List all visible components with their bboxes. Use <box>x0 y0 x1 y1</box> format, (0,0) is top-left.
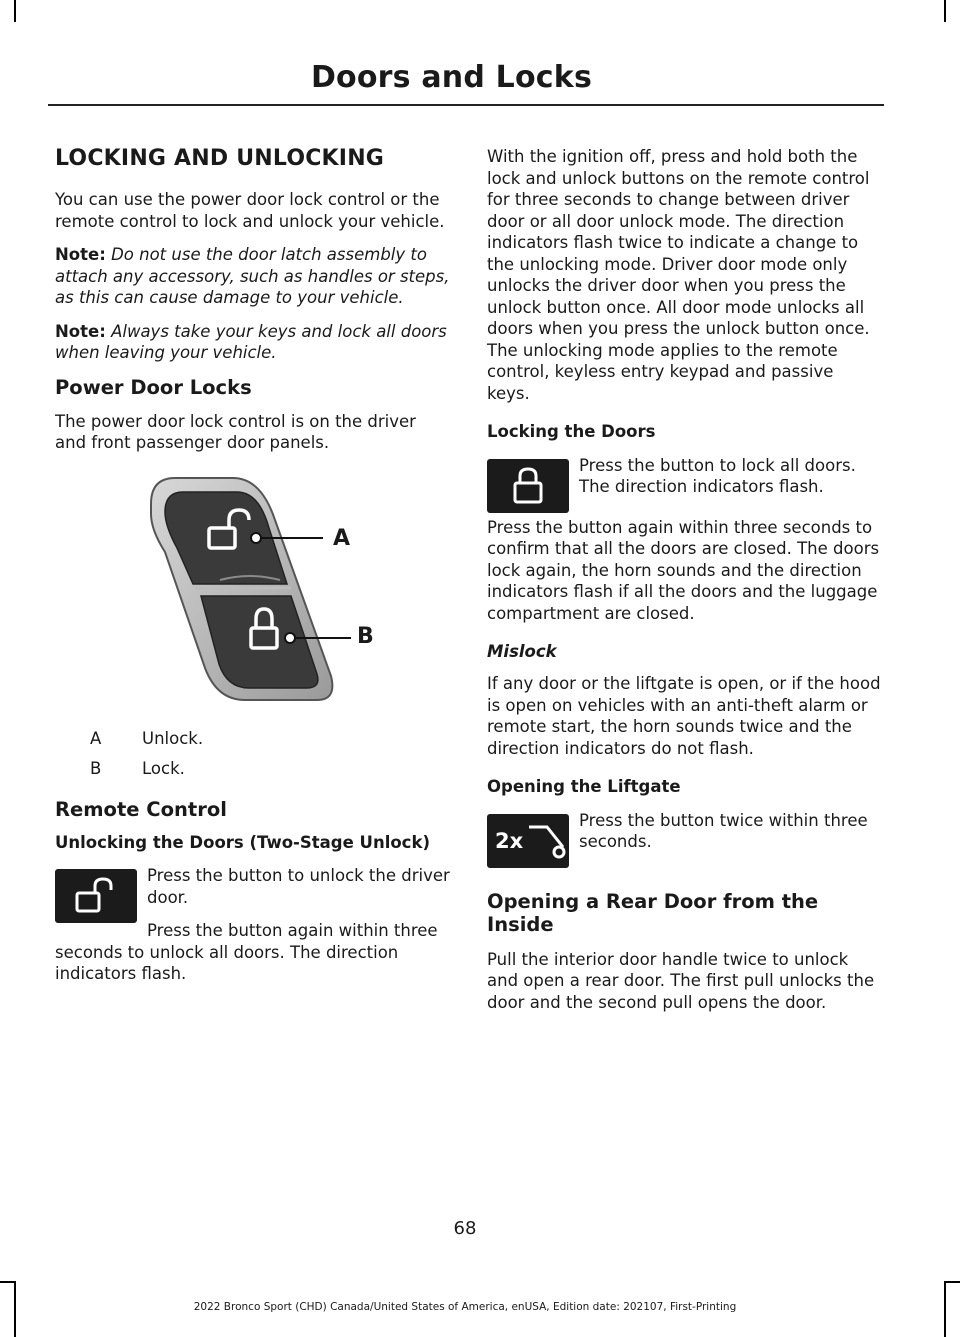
unlocking-heading: Unlocking the Doors (Two-Stage Unlock) <box>55 832 430 852</box>
locking-heading: Locking the Doors <box>487 422 656 441</box>
page-header-title: Doors and Locks <box>310 60 592 95</box>
mislock-heading: Mislock <box>487 642 557 662</box>
callout-key: A <box>90 728 102 748</box>
page-number: 68 <box>453 1218 477 1239</box>
unlock-icon <box>55 869 137 923</box>
note-text: Always take your keys and lock all doors when leaving your vehicle. <box>55 321 447 362</box>
figure-label-b: B <box>357 623 374 649</box>
liftgate-icon <box>487 814 569 868</box>
callout-list <box>55 728 451 780</box>
callout-text: Lock. <box>142 759 185 778</box>
note-2 <box>55 321 451 364</box>
unlock-mode-paragraph: With the ignition off, press and hold both the lock and unlock buttons on the remote control for three seconds to change between driver door or all door unlock mode. The direction indicators flash twice to indicate a change to the unlocking mode. Driver door mode only unlocks the driver door when you press the unlock button once. All door mode unlocks all doors when you press the unlock button once. The unlocking mode applies to the remote control, keyless entry keypad and passive keys. <box>487 147 870 403</box>
liftgate-heading: Opening the Liftgate <box>487 777 681 797</box>
note-label: Note: <box>55 245 106 264</box>
unlocking-paragraph-1: Press the button to unlock the driver door. <box>147 866 450 907</box>
lock-icon <box>487 459 569 513</box>
door-lock-switch-illustration <box>55 468 451 708</box>
left-column <box>55 146 451 997</box>
edition-footer: 2022 Bronco Sport (CHD) Canada/United States of America, enUSA, Edition date: 202107, First-Printing <box>193 1301 737 1313</box>
note-text: Do not use the door latch assembly to attach any accessory, such as handles or steps, as this can cause damage to your vehicle. <box>55 245 450 307</box>
mislock-paragraph: If any door or the liftgate is open, or if the hood is open on vehicles with an anti-theft alarm or remote start, the horn sounds twice and the direction indicators do not flash. <box>487 674 881 758</box>
door-lock-switch-figure <box>55 468 451 708</box>
crop-mark <box>0 1281 14 1283</box>
intro-paragraph: You can use the power door lock control or the remote control to lock and unlock your vehicle. <box>55 190 445 231</box>
remote-control-heading: Remote Control <box>55 797 227 821</box>
locking-paragraph-2: Press the button again within three seconds to confirm that all the doors are closed. The doors lock again, the horn sounds and the direction indicators flash if all the doors and the luggage compartment are closed. <box>487 517 880 623</box>
note-1 <box>55 244 451 309</box>
power-door-locks-paragraph: The power door lock control is on the driver and front passenger door panels. <box>55 411 416 452</box>
crop-mark <box>14 0 16 22</box>
callout-text: Unlock. <box>142 728 204 748</box>
figure-label-a: A <box>333 525 351 551</box>
rear-door-heading: Opening a Rear Door from the Inside <box>487 889 819 937</box>
section-heading: LOCKING AND UNLOCKING <box>55 146 385 171</box>
note-label: Note: <box>55 321 106 341</box>
header-divider <box>48 104 884 106</box>
liftgate-paragraph: Press the button twice within three seconds. <box>579 810 868 852</box>
crop-mark <box>944 1281 946 1337</box>
callout-key: B <box>90 759 102 778</box>
callout-item <box>55 758 451 780</box>
right-column <box>487 146 881 1025</box>
liftgate-icon-text: 2x <box>495 828 524 853</box>
crop-mark <box>946 1281 960 1283</box>
locking-paragraph-1: Press the button to lock all doors. The direction indicators flash. <box>579 455 856 497</box>
callout-item <box>55 728 451 750</box>
unlocking-paragraph-2: Press the button again within three seconds to unlock all doors. The direction indicators flash. <box>55 921 438 984</box>
power-door-locks-heading: Power Door Locks <box>55 375 252 399</box>
crop-mark <box>944 0 946 22</box>
rear-door-paragraph: Pull the interior door handle twice to unlock and open a rear door. The first pull unlocks the door and the second pull opens the door. <box>487 949 875 1012</box>
